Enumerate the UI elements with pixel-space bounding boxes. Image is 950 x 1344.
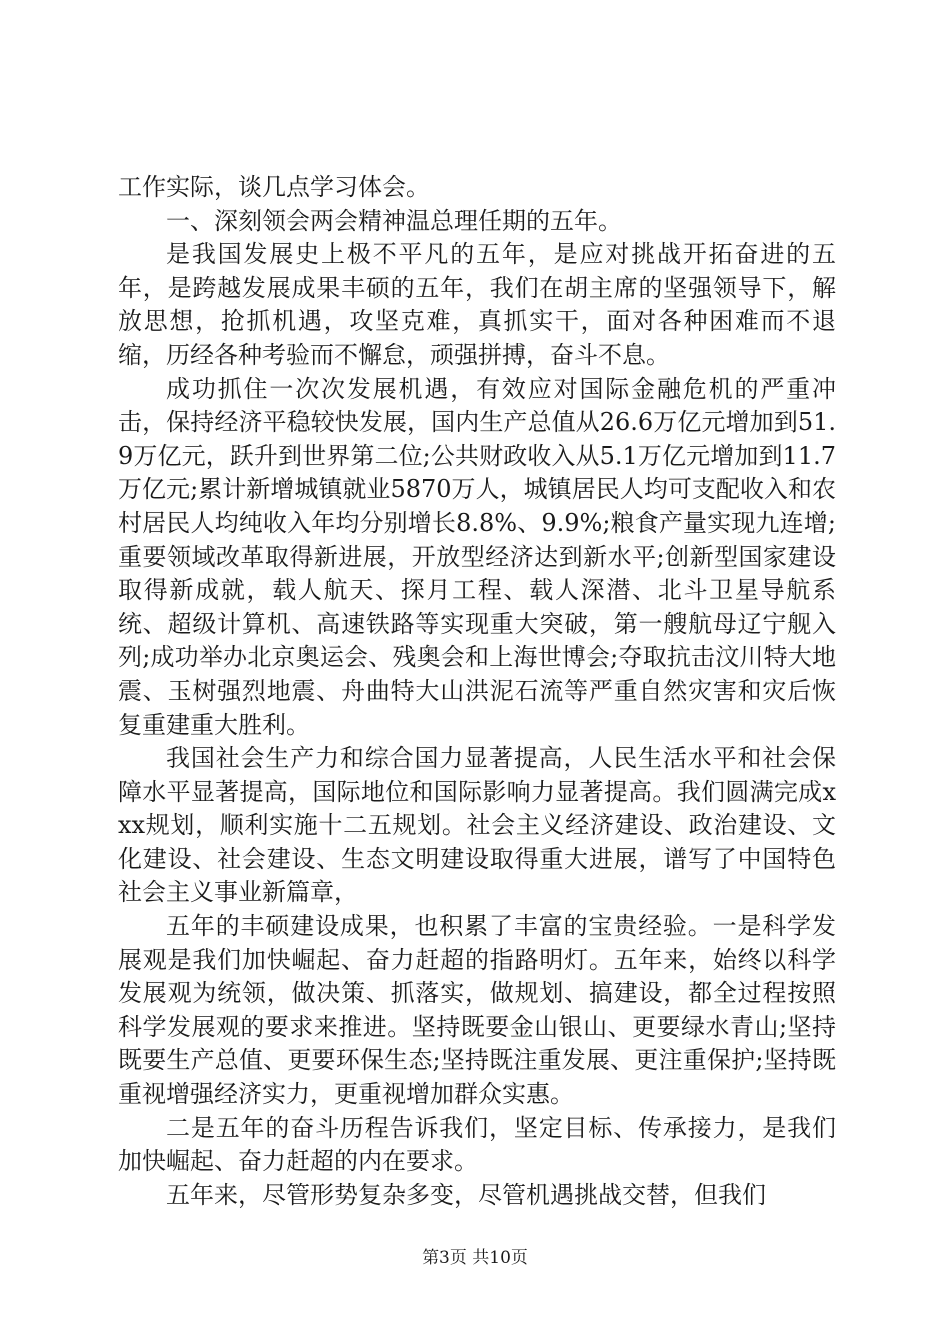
paragraph: 我国社会生产力和综合国力显著提高，人民生活水平和社会保障水平显著提高，国际地位和国际影响力显著提高。我们圆满完成xxx规划，顺利实施十二五规划。社会主义经济建设、政治建设、文化建设、社会建设、生态文明建设取得重大进展，谱写了中国特色社会主义事业新篇章， — [118, 744, 836, 907]
page-footer — [0, 1243, 950, 1268]
paragraph: 五年来，尽管形势复杂多变，尽管机遇挑战交替，但我们 — [166, 1180, 766, 1209]
paragraph: 成功抓住一次次发展机遇，有效应对国际金融危机的严重冲击，保持经济平稳较快发展，国内生产总值从26.6万亿元增加到51.9万亿元，跃升到世界第二位;公共财政收入从5.1万亿元增加到11.7万亿元;累计新增城镇就业5870万人，城镇居民人均可支配收入和农村居民人均纯收入年均分别增长8.8%、9.9%;粮食产量实现九连增;重要领域改革取得新进展，开放型经济达到新水平;创新型国家建设取得新成就，载人航天、探月工程、载人深潜、北斗卫星导航系统、超级计算机、高速铁路等实现重大突破，第一艘航母辽宁舰入列;成功举办北京奥运会、残奥会和上海世博会;夺取抗击汶川特大地震、玉树强烈地震、舟曲特大山洪泥石流等严重自然灾害和灾后恢复重建重大胜利。 — [118, 374, 836, 739]
page-number: 第3页 共10页 — [422, 1248, 528, 1268]
section-heading: 一、深刻领会两会精神温总理任期的五年。 — [166, 206, 622, 235]
paragraph: 二是五年的奋斗历程告诉我们，坚定目标、传承接力，是我们加快崛起、奋力赶超的内在要求。 — [118, 1113, 836, 1176]
paragraph: 是我国发展史上极不平凡的五年，是应对挑战开拓奋进的五年，是跨越发展成果丰硕的五年，我们在胡主席的坚强领导下，解放思想，抢抓机遇，攻坚克难，真抓实干，面对各种困难而不退缩，历经各种考验而不懈怠，顽强拼搏，奋斗不息。 — [118, 240, 836, 369]
document-body — [118, 171, 836, 1212]
paragraph: 工作实际，谈几点学习体会。 — [118, 173, 430, 201]
paragraph: 五年的丰硕建设成果，也积累了丰富的宝贵经验。一是科学发展观是我们加快崛起、奋力赶超的指路明灯。五年来，始终以科学发展观为统领，做决策、抓落实，做规划、搞建设，都全过程按照科学发展观的要求来推进。坚持既要金山银山、更要绿水青山;坚持既要生产总值、更要环保生态;坚持既注重发展、更注重保护;坚持既重视增强经济实力，更重视增加群众实惠。 — [118, 912, 836, 1109]
